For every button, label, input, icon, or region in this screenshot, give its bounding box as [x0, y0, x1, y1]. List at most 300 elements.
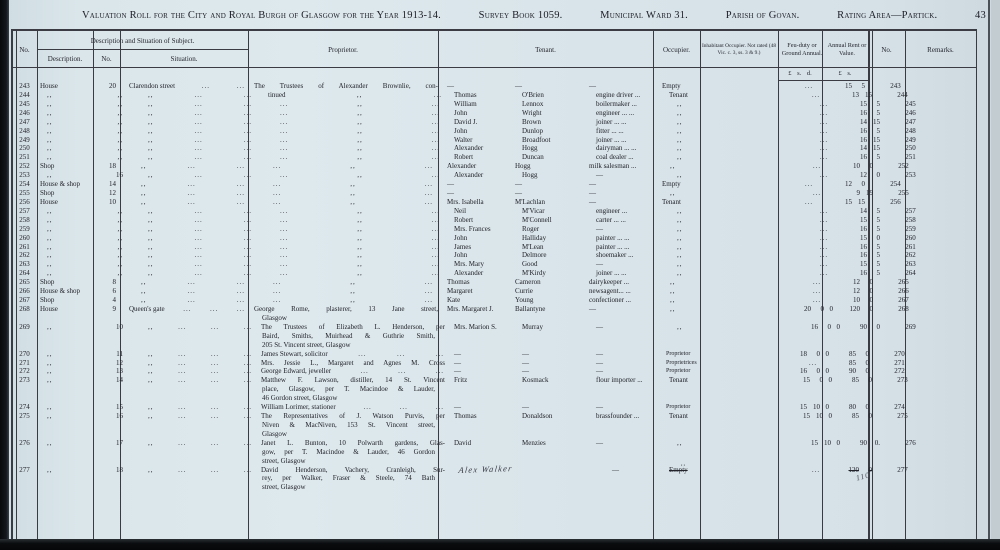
cell-inhabitant-occupier [724, 127, 802, 136]
table-row-line [12, 162, 976, 171]
col-header-occupier: Occupier. [662, 45, 690, 54]
cell-street-no: ,, [117, 90, 123, 99]
cell-feu-duty [778, 483, 822, 492]
cell-tenant: — — — [454, 358, 603, 367]
cell-occupier: ,, [677, 260, 683, 269]
cell-proprietor: ... ,, ... [280, 171, 440, 180]
cell-proprietor: ... ,, ... [280, 251, 440, 260]
cell-tenant: — — — [454, 349, 603, 358]
cell-proprietor: tinued ,, ... [268, 90, 442, 99]
cell-proprietor: ... ,, ... [280, 108, 440, 117]
cell-inhabitant-occupier [724, 207, 802, 216]
cell-remarks [905, 474, 976, 483]
cell-feu-duty: ... [804, 82, 814, 90]
cell-description: ,, [47, 224, 53, 233]
table-row-line [12, 332, 976, 341]
scan-edge-left [0, 0, 9, 550]
cell-remarks [929, 118, 1000, 127]
cell-remarks [905, 332, 976, 341]
title-rating-area: Rating Area—Partick. [837, 10, 938, 21]
cell-feu-duty: ... [819, 153, 829, 162]
cell-description [37, 474, 93, 483]
cell-no-right [868, 457, 905, 466]
cell-street-no: 16 [116, 412, 123, 421]
cell-proprietor: ... ,, ... [273, 287, 433, 296]
table-row-line [12, 287, 976, 296]
cell-situation [120, 474, 248, 483]
cell-remarks [905, 385, 976, 394]
cell-tenant: David J. Brown joiner ... ... [454, 117, 627, 126]
cell-street-no: 16 [116, 171, 123, 180]
cell-proprietor: ... ,, ... [280, 206, 440, 215]
cell-street-no: 12 [109, 189, 116, 198]
cell-situation [120, 483, 248, 492]
cell-inhabitant-occupier [709, 180, 787, 189]
cell-inhabitant-occupier [724, 234, 802, 243]
cell-situation: ,, ... ... [141, 278, 245, 287]
cell-annual-rent: 13 15 [852, 90, 872, 99]
col-header-no-right: No. [881, 45, 892, 54]
cell-inhabitant-occupier [724, 136, 802, 145]
cell-annual-rent: 9 19 [856, 189, 873, 198]
cell-feu-duty: ... [812, 296, 822, 305]
cell-feu-duty: ... [819, 108, 829, 117]
cell-feu-duty [778, 314, 822, 323]
cell-situation [120, 421, 248, 430]
cell-street-no: 18 [116, 465, 123, 474]
cell-situation: ,, ... ... [148, 215, 252, 224]
cell-annual-rent: 16 5 [860, 126, 880, 135]
cell-occupier: ,, [677, 242, 683, 251]
table-row-line [12, 305, 976, 314]
table-row-line [12, 234, 976, 243]
cell-annual-rent: 12 0 [853, 287, 873, 296]
cell-occupier [653, 457, 700, 466]
cell-no-right: 271 [894, 358, 905, 367]
cell-tenant: Kate Young confectioner ... [447, 296, 631, 305]
cell-tenant: Alexander M'Kirdy joiner ... ... [454, 269, 627, 278]
cell-street-no [93, 474, 120, 483]
cell-street-no: 11 [116, 349, 123, 358]
cell-annual-rent: 12 0 [853, 278, 873, 287]
cell-occupier: ,, [677, 269, 683, 278]
cell-occupier: Tenant [669, 412, 688, 421]
cell-no: 265 [19, 278, 30, 287]
cell-street-no: ,, [117, 117, 123, 126]
cell-inhabitant-occupier [717, 278, 795, 287]
cell-occupier [653, 474, 700, 483]
cell-occupier: ,, [670, 162, 676, 171]
cell-situation: ,, ... ... [148, 108, 252, 117]
cell-tenant: Fritz Kosmack flour importer ... [454, 376, 643, 385]
cell-proprietor: Niven & MacNiven, 153 St. Vincent street, [262, 420, 435, 429]
cell-occupier: ,, [670, 189, 676, 198]
cell-feu-duty [778, 457, 822, 466]
cell-inhabitant-occupier [709, 198, 787, 207]
cell-annual-rent: 15 5 [860, 260, 880, 269]
cell-occupier [653, 421, 700, 430]
cell-occupier [653, 314, 700, 323]
cell-situation: ,, ... ... [148, 153, 252, 162]
col-header-situation: Situation. [170, 54, 198, 63]
cell-situation: ,, ... ... [148, 126, 252, 135]
cell-description: ,, [47, 358, 53, 367]
table-row-line [12, 216, 976, 225]
cell-no-right: 257 [905, 206, 916, 215]
cell-remarks [929, 127, 1000, 136]
cell-feu-duty: 15 10 0 [800, 403, 829, 412]
cell-situation: ,, ... ... ... [148, 412, 252, 421]
cell-no-right: 259 [905, 224, 916, 233]
cell-street-no: 18 [109, 162, 116, 171]
cell-inhabitant-occupier [717, 162, 795, 171]
cell-no-right: 272 [894, 367, 905, 376]
cell-occupier: Proprietor [666, 350, 691, 357]
cell-proprietor: ... ,, ... [280, 224, 440, 233]
col-header-remarks: Remarks. [927, 45, 954, 54]
table-row-line [12, 91, 976, 100]
cell-occupier: ,, [677, 135, 683, 144]
cell-tenant [438, 394, 653, 403]
cell-street-no [93, 341, 120, 350]
cell-no-right: 267 [898, 296, 909, 305]
cell-description [37, 448, 93, 457]
cell-occupier [653, 341, 700, 350]
table-row-line [12, 153, 976, 162]
table-body [12, 0, 976, 550]
cell-no-right: 247 [905, 117, 916, 126]
cell-street-no: 12 [116, 358, 123, 367]
cell-no-right: 266 [898, 287, 909, 296]
cell-inhabitant-occupier [724, 225, 802, 234]
cell-situation: ,, ... ... ... [148, 367, 252, 376]
cell-tenant [438, 421, 653, 430]
cell-no [12, 385, 37, 394]
cell-no-right: 248 [905, 126, 916, 135]
cell-feu-duty [778, 332, 822, 341]
cell-occupier [653, 430, 700, 439]
cell-situation: ,, ... ... [148, 117, 252, 126]
cell-situation [120, 385, 248, 394]
table-row-line [12, 109, 976, 118]
cell-inhabitant-occupier [724, 260, 802, 269]
cell-inhabitant-occupier [700, 483, 778, 492]
cell-street-no: 10 [116, 322, 123, 331]
cell-annual-rent [822, 474, 868, 483]
cell-street-no: ,, [117, 233, 123, 242]
cell-annual-rent: 80 0 [849, 403, 869, 412]
cell-situation: ,, ... ... ... [148, 322, 252, 331]
cell-tenant [438, 483, 653, 492]
cell-situation: ,, ... ... ... [148, 349, 252, 358]
cell-description: ,, [47, 215, 53, 224]
cell-description: ,, [47, 126, 53, 135]
cell-situation [120, 430, 248, 439]
cell-street-no [93, 385, 120, 394]
cell-feu-duty: ... [811, 90, 821, 99]
cell-annual-rent: 15 5 [860, 215, 880, 224]
title-page-number: 43 [975, 10, 986, 21]
cell-inhabitant-occupier [724, 323, 802, 332]
cell-proprietor: William Lorimer, stationer ... ... ... [261, 403, 444, 412]
cell-tenant: Robert Duncan coal dealer ... [454, 153, 634, 162]
cell-feu-duty [778, 430, 822, 439]
cell-description [37, 457, 93, 466]
cell-annual-rent [822, 421, 868, 430]
cell-inhabitant-occupier [709, 82, 787, 91]
cell-occupier: Empty [662, 82, 681, 90]
cell-tenant: Alexander Hogg milk salesman ... [447, 162, 637, 171]
cell-no: 254 [19, 180, 30, 189]
cell-inhabitant-occupier [717, 189, 795, 198]
cell-inhabitant-occupier [724, 109, 802, 118]
cell-annual-rent: 16 5 [860, 269, 880, 278]
cell-street-no [93, 332, 120, 341]
cell-annual-rent: 16 15 [860, 135, 880, 144]
cell-no-right [868, 474, 905, 483]
cell-feu-duty: 18 0 0 [800, 349, 829, 358]
cell-occupier: Proprietor [666, 404, 691, 411]
cell-proprietor: rey, per Walker, Fraser & Steele, 74 Bath [262, 474, 435, 483]
cell-no-right: 273 [897, 376, 908, 385]
cell-no-right [868, 421, 905, 430]
cell-remarks [905, 457, 976, 466]
cell-no-right: 249 [905, 135, 916, 144]
cell-no: 253 [19, 171, 30, 180]
cell-proprietor: ... ,, ... [280, 135, 440, 144]
cell-tenant: Alexander Hogg — [454, 171, 603, 180]
cell-occupier: ,, [677, 206, 683, 215]
cell-street-no: 14 [109, 180, 116, 189]
cell-situation: ,, ... ... [148, 233, 252, 242]
cell-proprietor: ... ,, ... [280, 242, 440, 251]
cell-no: 260 [19, 233, 30, 242]
cell-annual-rent: 12 0 [845, 180, 865, 189]
cell-annual-rent: 10 0 [853, 296, 873, 305]
cell-situation: ,, ... ... [148, 251, 252, 260]
cell-no-right: 246 [905, 108, 916, 117]
cell-description: House & shop [40, 180, 81, 189]
table-row-line [12, 278, 976, 287]
cell-proprietor: The Trustees of Elizabeth L. Henderson, per [261, 322, 445, 331]
cell-feu-duty: ... [819, 171, 829, 180]
cell-remarks [929, 225, 1000, 234]
table-row-line [12, 144, 976, 153]
cell-proprietor: Matthew F. Lawson, distiller, 14 St. Vincent [261, 376, 445, 385]
cell-remarks [929, 323, 1000, 332]
cell-occupier: Proprietor [666, 368, 691, 375]
cell-no-right: 265 [898, 278, 909, 287]
cell-proprietor: ... ,, ... [280, 233, 440, 242]
cell-remarks [905, 314, 976, 323]
cell-no: 256 [19, 197, 30, 206]
cell-no [12, 394, 37, 403]
cell-remarks [914, 198, 985, 207]
cell-no: 267 [19, 296, 30, 305]
table-row-line [12, 403, 976, 412]
cell-no-right [868, 341, 905, 350]
cell-description [37, 332, 93, 341]
cell-inhabitant-occupier [700, 314, 778, 323]
cell-remarks [918, 403, 989, 412]
cell-no-right: 275 [897, 412, 908, 421]
cell-inhabitant-occupier [724, 144, 802, 153]
col-header-group-description-situation: Description and Situation of Subject. [90, 36, 195, 45]
cell-feu-duty: ... [812, 287, 822, 296]
cell-tenant: Mrs. Margaret J. Ballantyne — [447, 305, 596, 313]
cell-proprietor: ... ,, ... [273, 278, 433, 287]
cell-annual-rent [822, 457, 868, 466]
cell-occupier: ,, [677, 233, 683, 242]
feu-duty-units: £ s. d. [788, 70, 812, 77]
cell-tenant: — — — [454, 367, 603, 376]
cell-situation: ,, ... ... [141, 180, 245, 189]
cell-street-no [93, 430, 120, 439]
cell-inhabitant-occupier [716, 91, 794, 100]
cell-no: 249 [19, 135, 30, 144]
cell-description: House [40, 82, 58, 90]
cell-situation: ,, ... ... [148, 269, 252, 278]
cell-tenant: Walter Broadfoot joiner ... ... [454, 135, 627, 144]
cell-situation: ,, ... ... [141, 296, 245, 305]
cell-situation: ,, ... ... [148, 171, 252, 180]
cell-street-no: 17 [116, 438, 123, 447]
cell-occupier: ,, [677, 322, 683, 331]
cell-no: 248 [19, 126, 30, 135]
cell-feu-duty: ... [819, 242, 829, 251]
cell-occupier: ,, [677, 144, 683, 153]
cell-situation: Queen's gate ... ... ... [129, 305, 245, 313]
cell-feu-duty: ... [819, 224, 829, 233]
cell-inhabitant-occupier [700, 448, 778, 457]
table-row-line [12, 367, 976, 376]
cell-remarks [929, 243, 1000, 252]
cell-feu-duty: ... [819, 126, 829, 135]
table-row-line [12, 314, 976, 323]
cell-proprietor: David Henderson, Vachery, Cranleigh, Sur- [261, 465, 445, 474]
cell-description [37, 385, 93, 394]
cell-no-right: 263 [905, 260, 916, 269]
cell-inhabitant-occupier [724, 118, 802, 127]
title-parish: Parish of Govan. [725, 10, 800, 21]
cell-no-right: 244 [897, 90, 908, 99]
cell-remarks [914, 82, 985, 91]
cell-inhabitant-occupier [700, 421, 778, 430]
cell-no: 257 [19, 206, 30, 215]
table-row-line [12, 439, 976, 448]
cell-annual-rent: 10 0 [853, 162, 873, 171]
cell-remarks [929, 251, 1000, 260]
col-header-feu-duty: Feu-duty or Ground Annual. [781, 42, 823, 57]
cell-annual-rent: 85 0 [849, 349, 869, 358]
cell-annual-rent [822, 332, 868, 341]
cell-description [37, 430, 93, 439]
cell-description: ,, [47, 412, 53, 421]
cell-situation: ,, ... ... [141, 197, 245, 206]
cell-inhabitant-occupier [713, 350, 791, 359]
cell-proprietor: George Rome, plasterer, 13 Jane street, [254, 305, 438, 313]
cell-feu-duty: ... [812, 162, 822, 171]
cell-inhabitant-occupier [724, 243, 802, 252]
cell-street-no: ,, [117, 215, 123, 224]
col-header-no-left: No. [19, 45, 30, 54]
cell-annual-rent: 85 0 [852, 412, 872, 421]
col-header-proprietor: Proprietor. [328, 45, 358, 54]
col-header-description: Description. [47, 54, 83, 63]
cell-no-right [868, 314, 905, 323]
cell-proprietor: George Edward, jeweller ... ... ... [261, 367, 444, 376]
cell-no-right: 253 [905, 171, 916, 180]
cell-street-no: 6 [112, 287, 116, 296]
cell-occupier: Tenant [662, 197, 681, 206]
cell-inhabitant-occupier [717, 287, 795, 296]
cell-situation: ,, ... ... ... [148, 403, 252, 412]
cell-feu-duty: ... [819, 117, 829, 126]
cell-proprietor: ... ,, ... [280, 117, 440, 126]
cell-annual-rent: 85 0 [849, 358, 869, 367]
cell-no-right: 269 [905, 322, 916, 331]
cell-no-right: 250 [905, 144, 916, 153]
cell-annual-rent: 14 15 [860, 144, 880, 153]
cell-description [37, 341, 93, 350]
cell-feu-duty: ... [819, 206, 829, 215]
cell-inhabitant-occupier [716, 466, 794, 475]
cell-inhabitant-occupier [700, 341, 778, 350]
table-row-line [12, 100, 976, 109]
cell-street-no: 10 [109, 197, 116, 206]
cell-occupier: Empty [662, 180, 681, 189]
cell-occupier [653, 332, 700, 341]
cell-street-no [93, 483, 120, 492]
cell-remarks [921, 376, 992, 385]
cell-no [12, 430, 37, 439]
table-row-line [12, 136, 976, 145]
cell-situation: ,, ... ... [148, 260, 252, 269]
cell-description: ,, [47, 376, 53, 385]
cell-no: 274 [19, 403, 30, 412]
cell-feu-duty: ... [812, 189, 822, 198]
cell-remarks [929, 269, 1000, 278]
cell-description: ,, [47, 367, 53, 376]
cell-street-no: ,, [117, 153, 123, 162]
cell-no: 275 [19, 412, 30, 421]
col-header-annual-rent: Annual Rent or Value. [827, 42, 867, 57]
cell-proprietor: The Trustees of Alexander Brownlie, con- [254, 82, 438, 90]
cell-remarks [905, 421, 976, 430]
cell-occupier [653, 394, 700, 403]
cell-no: 273 [19, 376, 30, 385]
cell-remarks [929, 100, 1000, 109]
cell-inhabitant-occupier [724, 251, 802, 260]
cell-remarks [921, 412, 992, 421]
cell-tenant: James M'Lean painter ... ... [454, 242, 630, 251]
cell-inhabitant-occupier [713, 403, 791, 412]
cell-feu-duty: ... [812, 278, 822, 287]
cell-remarks [929, 144, 1000, 153]
cell-occupier [653, 448, 700, 457]
col-header-tenant: Tenant. [535, 45, 556, 54]
cell-remarks [929, 439, 1000, 448]
cell-no-right: 245 [905, 99, 916, 108]
cell-situation: ,, ... ... [148, 206, 252, 215]
cell-no-right: 255 [898, 189, 909, 198]
cell-tenant: — — — [454, 403, 603, 412]
cell-no: 266 [19, 287, 30, 296]
cell-tenant [438, 341, 653, 350]
cell-no-right [868, 448, 905, 457]
cell-no-right [868, 483, 905, 492]
cell-proprietor: The Representatives of J. Watson Purvis, per [261, 412, 445, 421]
